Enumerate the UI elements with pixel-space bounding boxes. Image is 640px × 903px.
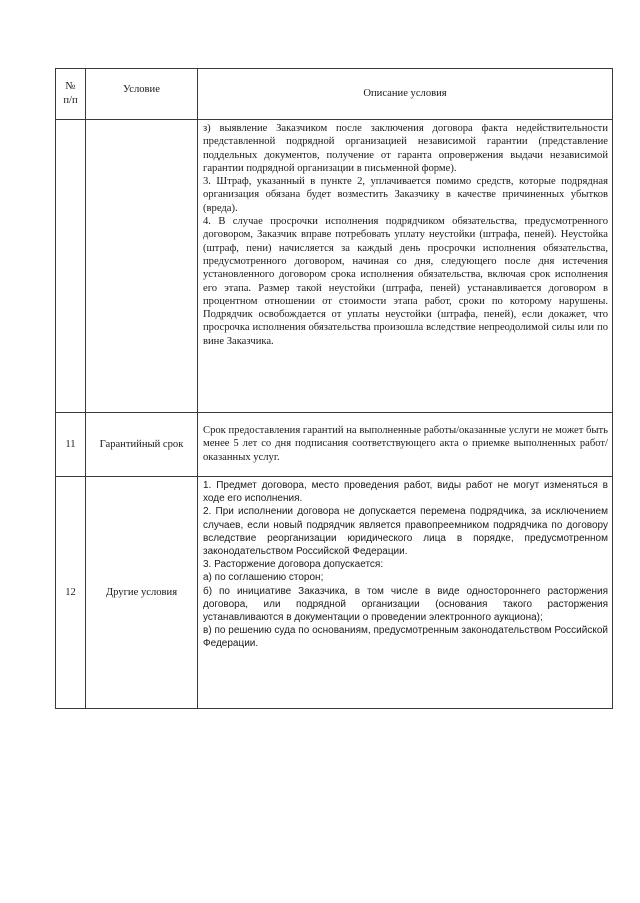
description-paragraph: Срок предоставления гарантий на выполненные работы/оказанные услуги не может быть менее 5 лет со дня подписания соответствующего акта о приемке выполненных работ/оказанных услуг. — [203, 425, 608, 463]
header-description-label: Описание условия — [363, 88, 447, 99]
description-paragraph: 1. Предмет договора, место проведения работ, виды работ не могут изменяться в ходе его исполнения. — [203, 480, 608, 505]
row-condition: Гарантийный срок — [86, 413, 198, 477]
description-paragraph: 3. Расторжение договора допускается: — [203, 559, 384, 571]
description-paragraph: 4. В случае просрочки исполнения подрядчиком обязательства, предусмотренного договором, Заказчик вправе потребовать уплату неустойки (штрафа, пеней). Неустойка (штраф, пени) начисляется за каждый день просрочки исполнения обязательства, предусмотренного договором, начиная со дня, следующего после дня истечения установленного договором срока исполнения обязательства, включая срок исполнения его этапа. Размер такой неустойки (штрафа, пеней) устанавливается договором в процентном отношении от стоимости этапа работ, сроки по которому нарушены. Подрядчик освобождается от уплаты неустойки (штрафа, пеней), если докажет, что просрочка исполнения обязательства произошла вследствие непреодолимой силы или по вине Заказчика. — [203, 216, 608, 347]
row-number: 11 — [56, 413, 86, 477]
conditions-table — [55, 68, 613, 709]
table-row — [56, 477, 613, 709]
row-condition — [86, 120, 198, 413]
description-paragraph: з) выявление Заказчиком после заключения договора факта недействительности представленной подрядной организацией независимой гарантии (представление поддельных документов, получение от гаранта опровержения выдачи независимой гарантии подрядной организации в письменной форме). — [203, 123, 608, 174]
header-number — [56, 69, 86, 120]
header-number-label: № п/п — [63, 81, 78, 106]
header-description — [198, 69, 613, 120]
header-condition — [86, 69, 198, 120]
header-condition-label: Условие — [123, 84, 160, 95]
row-condition: Другие условия — [86, 477, 198, 709]
table-row — [56, 413, 613, 477]
description-paragraph: 3. Штраф, указанный в пункте 2, уплачивается помимо средств, которые подрядная организация обязана будет возместить Заказчику в качестве причиненных убытков (вреда). — [203, 176, 608, 214]
description-paragraph: в) по решению суда по основаниям, предусмотренным законодательством Российской Федерации. — [203, 625, 608, 650]
table-row — [56, 120, 613, 413]
description-paragraph: а) по соглашению сторон; — [203, 572, 324, 584]
row-description — [198, 477, 613, 709]
row-description — [198, 120, 613, 413]
row-number — [56, 120, 86, 413]
row-number: 12 — [56, 477, 86, 709]
description-paragraph: б) по инициативе Заказчика, в том числе в виде одностороннего расторжения договора, или подрядной организации (основания такого расторжения устанавливаются в документации о проведении электронного аукциона); — [203, 585, 608, 624]
table-header-row — [56, 69, 613, 120]
description-paragraph: 2. При исполнении договора не допускается перемена подрядчика, за исключением случаев, если новый подрядчик является правопреемником подрядчика по договору вследствие реорганизации юридического лица в порядке, предусмотренном законодательством Российской Федерации. — [203, 506, 608, 558]
row-description — [198, 413, 613, 477]
